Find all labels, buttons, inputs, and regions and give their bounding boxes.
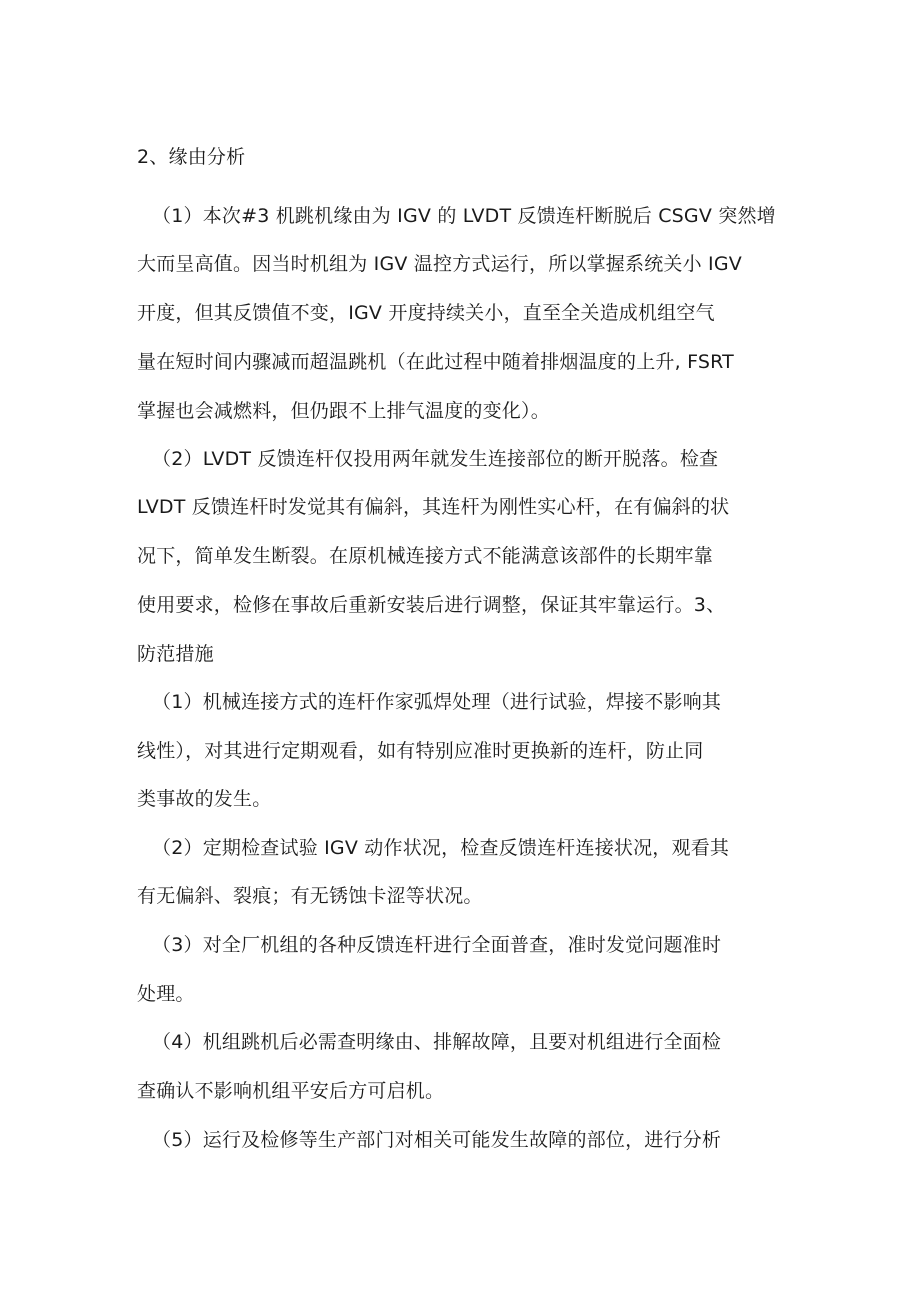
section-heading-preventive-measures: 防范措施 [137,643,214,665]
paragraph-line: 掌握也会减燃料，但仍跟不上排气温度的变化）。 [137,400,550,422]
paragraph-line: 线性），对其进行定期观看，如有特别应准时更换新的连杆，防止同 [137,740,704,762]
paragraph-line: （2）LVDT 反馈连杆仅投用两年就发生连接部位的断开脱落。检查 [152,448,719,470]
paragraph-line: 处理。 [137,983,195,1005]
paragraph-line: 况下，简单发生断裂。在原机械连接方式不能满意该部件的长期牢靠 [137,545,714,567]
paragraph-line: 使用要求，检修在事故后重新安装后进行调整，保证其牢靠运行。3、 [137,594,726,616]
paragraph-line: 大而呈高值。因当时机组为 IGV 温控方式运行，所以掌握系统关小 IGV [137,253,742,275]
paragraph-line: （1）本次#3 机跳机缘由为 IGV 的 LVDT 反馈连杆断脱后 CSGV 突然增 [152,205,776,227]
paragraph-line: 开度，但其反馈值不变，IGV 开度持续关小，直至全关造成机组空气 [137,302,715,324]
paragraph-line: （5）运行及检修等生产部门对相关可能发生故障的部位，进行分析 [152,1129,722,1151]
paragraph-line: 量在短时间内骤减而超温跳机（在此过程中随着排烟温度的上升, FSRT [137,351,734,373]
paragraph-line: （1）机械连接方式的连杆作家弧焊处理（进行试验，焊接不影响其 [152,691,722,713]
paragraph-line: 类事故的发生。 [137,788,272,810]
paragraph-line: 查确认不影响机组平安后方可启机。 [137,1080,445,1102]
paragraph-line: （2）定期检查试验 IGV 动作状况，检查反馈连杆连接状况，观看其 [152,837,730,859]
paragraph-line: （4）机组跳机后必需查明缘由、排解故障，且要对机组进行全面检 [152,1031,722,1053]
paragraph-line: LVDT 反馈连杆时发觉其有偏斜，其连杆为刚性实心杆，在有偏斜的状 [137,496,730,518]
section-heading-cause-analysis: 2、缘由分析 [137,146,246,168]
paragraph-line: （3）对全厂机组的各种反馈连杆进行全面普查，准时发觉问题准时 [152,934,722,956]
paragraph-line: 有无偏斜、裂痕；有无锈蚀卡涩等状况。 [137,885,483,907]
